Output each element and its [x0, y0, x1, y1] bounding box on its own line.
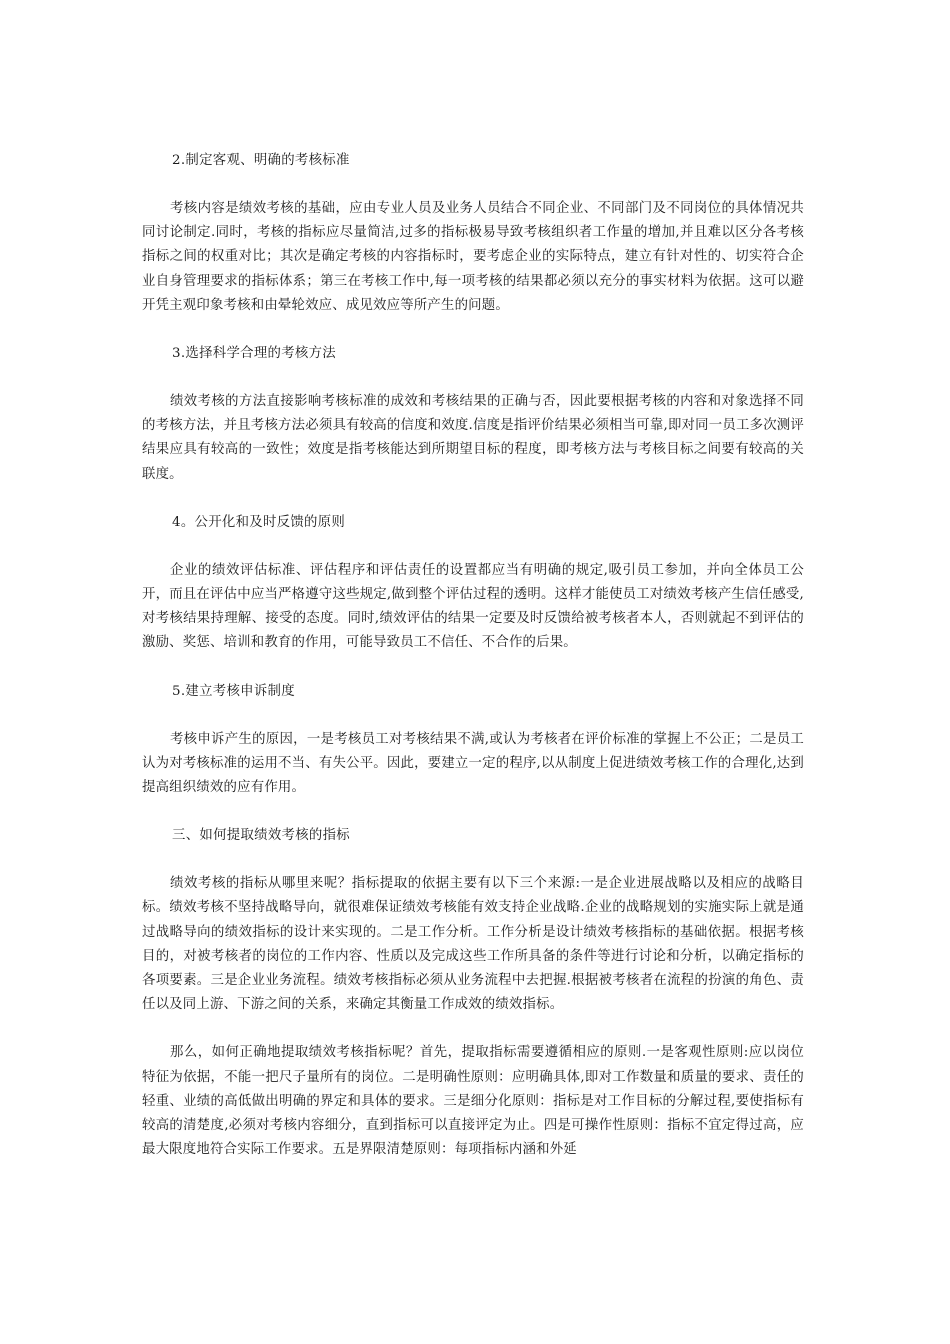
- final-paragraph: 那么，如何正确地提取绩效考核指标呢？首先，提取指标需要遵循相应的原则.一是客观性原则:应以岗位特征为依据，不能一把尺子量所有的岗位。二是明确性原则：应明确具体,即对工作数量和质量的要求、责任的轻重、业绩的高低做出明确的界定和具体的要求。三是细分化原则：指标是对工作目标的分解过程,要使指标有较高的清楚度,必须对考核内容细分，直到指标可以直接评定为止。四是可操作性原则：指标不宜定得过高，应最大限度地符合实际工作要求。五是界限清楚原则：每项指标内涵和外延: [142, 1045, 804, 1158]
- section-heading: 4。公开化和及时反馈的原则: [172, 514, 346, 530]
- spacer: [142, 318, 804, 342]
- section-heading: 三、如何提取绩效考核的指标: [172, 828, 350, 844]
- section-heading: 2.制定客观、明确的考核标准: [172, 153, 350, 168]
- section-paragraph: 企业的绩效评估标准、评估程序和评估责任的设置都应当有明确的规定,吸引员工参加，并向全体员工公开，而且在评估中应当严格遵守这些规定,做到整个评估过程的透明。这样才能使员工对绩效考核产生信任感受,对考核结果持理解、接受的态度。同时,绩效评估的结果一定要及时反馈给被考核者本人，否则就起不到评估的激励、奖惩、培训和教育的作用，可能导致员工不信任、不合作的后果。: [142, 562, 804, 651]
- spacer: [142, 800, 804, 824]
- document-page: [142, 149, 804, 1162]
- spacer: [142, 366, 804, 390]
- section-paragraph: 考核内容是绩效考核的基础，应由专业人员及业务人员结合不同企业、不同部门及不同岗位的具体情况共同讨论制定.同时，考核的指标应尽量简洁,过多的指标极易导致考核组织者工作量的增加,并且难以区分各考核指标之间的权重对比；其次是确定考核的内容指标时，要考虑企业的实际特点，建立有针对性的、切实符合企业自身管理要求的指标体系；第三在考核工作中,每一项考核的结果都必须以充分的事实材料为依据。这可以避开凭主观印象考核和由晕轮效应、成见效应等所产生的问题。: [142, 201, 804, 313]
- section-paragraph: 绩效考核的方法直接影响考核标准的成效和考核结果的正确与否，因此要根据考核的内容和对象选择不同的考核方法，并且考核方法必须具有较高的信度和效度.信度是指评价结果必须相当可靠,即对同一员工多次测评结果应具有较高的一致性；效度是指考核能达到所期望目标的程度，即考核方法与考核目标之间要有较高的关联度。: [142, 394, 804, 482]
- spacer: [142, 704, 804, 728]
- spacer: [142, 656, 804, 680]
- spacer: [142, 487, 804, 511]
- spacer: [142, 848, 804, 872]
- section-paragraph: 考核申诉产生的原因，一是考核员工对考核结果不满,或认为考核者在评价标准的掌握上不公正；二是员工认为对考核标准的运用不当、有失公平。因此，要建立一定的程序,以从制度上促进绩效考核工作的合理化,达到提高组织绩效的应有作用。: [142, 731, 804, 796]
- section-paragraph: 绩效考核的指标从哪里来呢？指标提取的依据主要有以下三个来源:一是企业进展战略以及相应的战略目标。绩效考核不坚持战略导向，就很难保证绩效考核能有效支持企业战略.企业的战略规划的实施实际上就是通过战略导向的绩效指标的设计来实现的。二是工作分析。工作分析是设计绩效考核指标的基础依据。根据考核目的，对被考核者的岗位的工作内容、性质以及完成这些工作所具备的条件等进行讨论和分析，以确定指标的各项要素。三是企业业务流程。绩效考核指标必须从业务流程中去把握.根据被考核者在流程的扮演的角色、责任以及同上游、下游之间的关系，来确定其衡量工作成效的绩效指标。: [142, 876, 804, 1013]
- section-heading: 3.选择科学合理的考核方法: [172, 346, 336, 362]
- spacer: [142, 535, 804, 559]
- spacer: [142, 173, 804, 197]
- section-heading: 5.建立考核申诉制度: [172, 683, 295, 699]
- spacer: [142, 1017, 804, 1041]
